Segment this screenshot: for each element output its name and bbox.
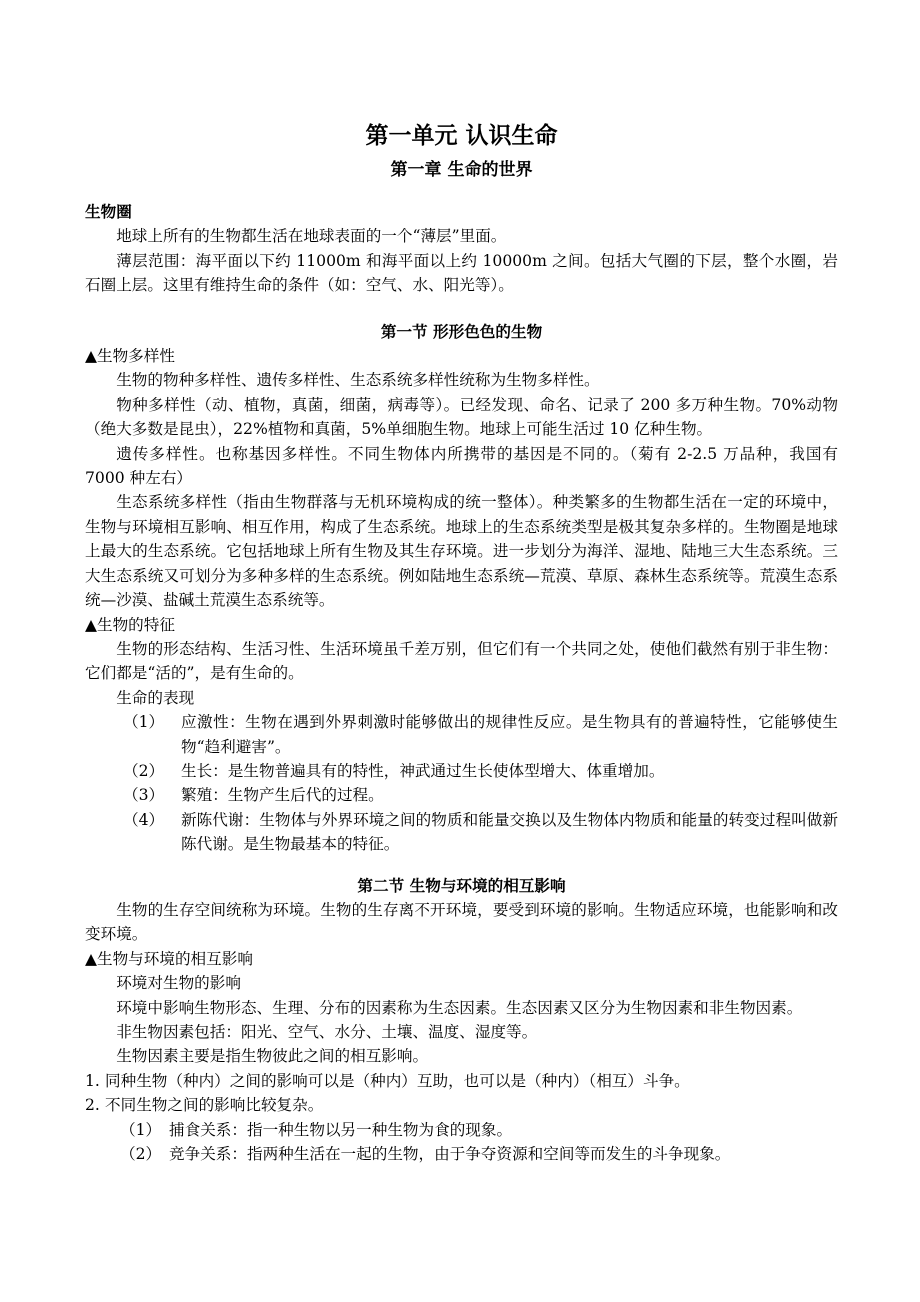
- paragraph: 生物的生存空间统称为环境。生物的生存离不开环境，要受到环境的影响。生物适应环境，也能影响和改变环境。: [85, 900, 838, 944]
- list-item: （1） 捕食关系：指一种生物以另一种生物为食的现象。: [120, 1120, 513, 1139]
- paragraph: 环境对生物的影响: [116, 974, 241, 993]
- numbered-item: 2. 不同生物之间的影响比较复杂。: [85, 1096, 324, 1115]
- paragraph: 薄层范围：海平面以下约 11000m 和海平面以上约 10000m 之间。包括大气圈的下层，整个水圈，岩石圈上层。这里有维持生命的条件（如：空气、水、阳光等）。: [85, 251, 838, 295]
- paragraph: 生物的形态结构、生活习性、生活环境虽千差万别，但它们有一个共同之处，使他们截然有别于非生物：它们都是“活的”，是有生命的。: [85, 639, 838, 683]
- numbered-item: 1. 同种生物（种内）之间的影响可以是（种内）互助，也可以是（种内）（相互）斗争。: [85, 1071, 690, 1090]
- subheading: ▲生物多样性: [85, 347, 175, 366]
- paragraph-heading: 生命的表现: [116, 688, 195, 707]
- paragraph: 环境中影响生物形态、生理、分布的因素称为生态因素。生态因素又区分为生物因素和非生物因素。: [116, 998, 803, 1017]
- paragraph: 生物因素主要是指生物彼此之间的相互影响。: [116, 1047, 429, 1066]
- paragraph: 生态系统多样性（指由生物群落与无机环境构成的统一整体）。种类繁多的生物都生活在一定的环境中，生物与环境相互影响、相互作用，构成了生态系统。地球上的生态系统类型是极其复杂多样的。生物圈是地球上最大的生态系统。它包括地球上所有生物及其生存环境。进一步划分为海洋、湿地、陆地三大生态系统。三大生态系统又可划分为多种多样的生态系统。例如陆地生态系统—荒漠、草原、森林生态系统等。荒漠生态系统—沙漠、盐碱土荒漠生态系统等。: [85, 493, 838, 610]
- subheading: ▲生物与环境的相互影响: [85, 949, 253, 968]
- paragraph: 非生物因素包括：阳光、空气、水分、土壤、温度、湿度等。: [116, 1023, 538, 1041]
- paragraph: 地球上所有的生物都生活在地球表面的一个“薄层”里面。: [116, 227, 507, 246]
- list-item: （2） 竞争关系：指两种生活在一起的生物，由于争夺资源和空间等而发生的斗争现象。: [120, 1145, 731, 1164]
- unit-title: 第一单元 认识生命: [365, 122, 558, 149]
- list-item: （1） 应激性：生物在遇到外界刺激时能够做出的规律性反应。是生物具有的普遍特性，它能够使生物“趋利避害”。: [123, 713, 838, 756]
- subheading: ▲生物的特征: [85, 615, 175, 634]
- chapter-title: 第一章 生命的世界: [390, 160, 533, 180]
- list-item: （2） 生长：是生物普遍具有的特性，神武通过生长使体型增大、体重增加。: [123, 761, 665, 780]
- section-title: 第一节 形形色色的生物: [380, 321, 543, 341]
- document-page: [85, 120, 838, 1166]
- list-item: （3） 繁殖：生物产生后代的过程。: [123, 786, 384, 805]
- paragraph: 物种多样性（动、植物，真菌，细菌，病毒等）。已经发现、命名、记录了 200 多万种生物。70%动物（绝大多数是昆虫），22%植物和真菌，5%单细胞生物。地球上可能生活过 10 亿种生物。: [85, 395, 838, 439]
- section-title: 第二节 生物与环境的相互影响: [357, 875, 566, 895]
- list-item: （4） 新陈代谢：生物体与外界环境之间的物质和能量交换以及生物体内物质和能量的转变过程叫做新陈代谢。是生物最基本的特征。: [123, 810, 838, 854]
- paragraph: 生物的物种多样性、遗传多样性、生态系统多样性统称为生物多样性。: [116, 371, 600, 390]
- paragraph: 遗传多样性。也称基因多样性。不同生物体内所携带的基因是不同的。（菊有 2-2.5 万品种，我国有 7000 种左右）: [85, 444, 838, 488]
- biosphere-heading: 生物圈: [85, 202, 132, 221]
